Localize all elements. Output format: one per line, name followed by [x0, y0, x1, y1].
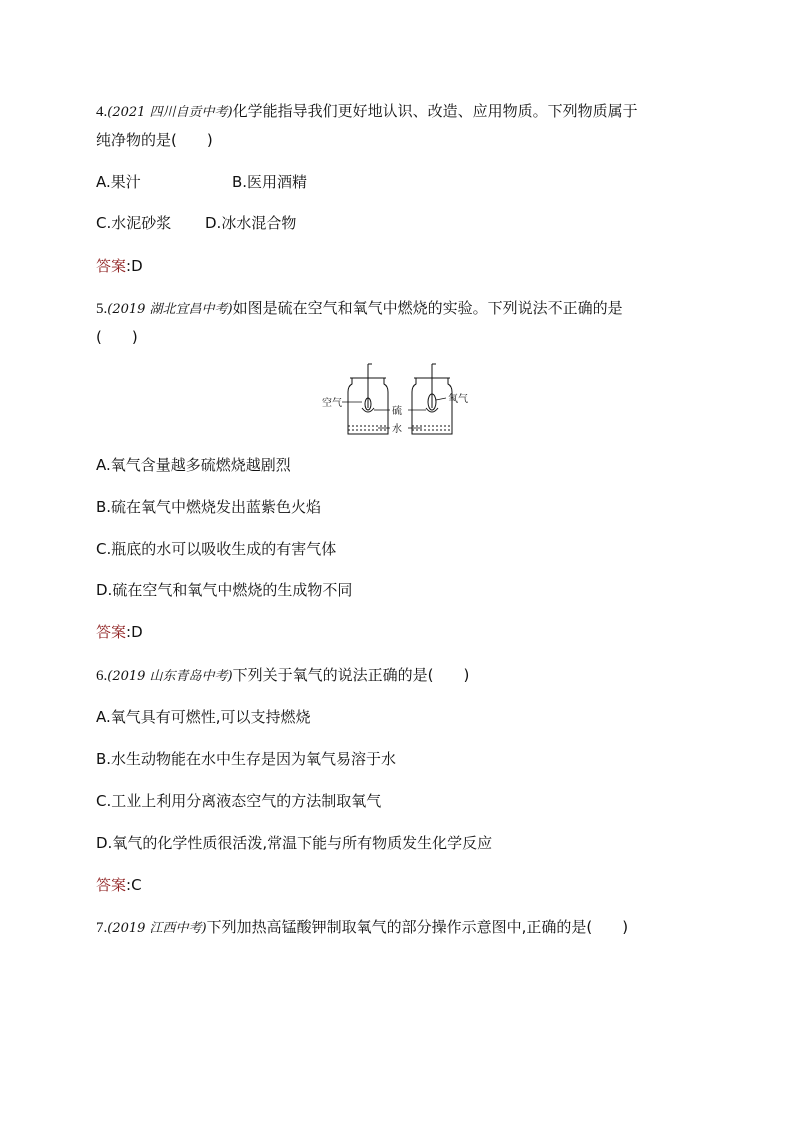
q5-stem-line2: ( ) [96, 328, 138, 346]
q4-option-d: D.冰水混合物 [205, 214, 297, 232]
q4-answer-label: 答案 [96, 257, 127, 275]
q6-stem-line1 [96, 665, 469, 687]
q4-answer-value: :D [126, 257, 143, 275]
q5-option-c: C.瓶底的水可以吸收生成的有害气体 [96, 540, 337, 558]
q4-option-b: B.医用酒精 [232, 173, 308, 191]
label-air: 空气 [322, 398, 342, 409]
q5-answer-value: :D [126, 623, 143, 641]
q5-answer-label: 答案 [96, 623, 127, 641]
q6-answer-value: :C [126, 876, 142, 894]
q7-number: 7. [96, 920, 108, 936]
label-sulfur: 硫 [392, 406, 402, 417]
left-bottle [348, 364, 388, 434]
q5-option-b: B.硫在氧气中燃烧发出蓝紫色火焰 [96, 498, 322, 516]
q6-option-b: B.水生动物能在水中生存是因为氧气易溶于水 [96, 750, 397, 768]
q5-option-a: A.氧气含量越多硫燃烧越剧烈 [96, 456, 291, 474]
q7-stem-line1 [96, 917, 628, 939]
q7-stem-text: 下列加热高锰酸钾制取氧气的部分操作示意图中,正确的是( ) [206, 918, 629, 936]
q6-number: 6. [96, 668, 108, 684]
q5-stem-text: 如图是硫在空气和氧气中燃烧的实验。下列说法不正确的是 [232, 299, 623, 317]
q4-answer [96, 256, 143, 276]
label-oxygen: 氧气 [448, 394, 468, 405]
q7-source: (2019 江西中考) [107, 921, 207, 936]
q6-answer-label: 答案 [96, 876, 127, 894]
q5-stem-line1 [96, 298, 623, 320]
q6-option-d: D.氧气的化学性质很活泼,常温下能与所有物质发生化学反应 [96, 834, 493, 852]
q5-answer [96, 622, 143, 642]
sulfur-combustion-diagram [318, 362, 478, 442]
q6-answer [96, 875, 142, 895]
q6-option-c: C.工业上利用分离液态空气的方法制取氧气 [96, 792, 382, 810]
q6-stem-text: 下列关于氧气的说法正确的是( ) [232, 666, 470, 684]
q6-option-a: A.氧气具有可燃性,可以支持燃烧 [96, 708, 311, 726]
label-water: 水 [392, 424, 402, 435]
q6-source: (2019 山东青岛中考) [107, 669, 233, 684]
q4-number: 4. [96, 104, 108, 120]
q4-stem-line2: 纯净物的是( ) [96, 131, 213, 149]
right-bottle [412, 364, 452, 434]
q5-source: (2019 湖北宜昌中考) [107, 302, 233, 317]
q5-option-d: D.硫在空气和氧气中燃烧的生成物不同 [96, 581, 353, 599]
q4-option-c: C.水泥砂浆 [96, 214, 172, 232]
q4-option-a: A.果汁 [96, 173, 141, 191]
q4-stem-text: 化学能指导我们更好地认识、改造、应用物质。下列物质属于 [232, 102, 638, 120]
q5-number: 5. [96, 301, 108, 317]
q4-source: (2021 四川自贡中考) [107, 105, 233, 120]
q4-stem-line1 [96, 101, 638, 123]
